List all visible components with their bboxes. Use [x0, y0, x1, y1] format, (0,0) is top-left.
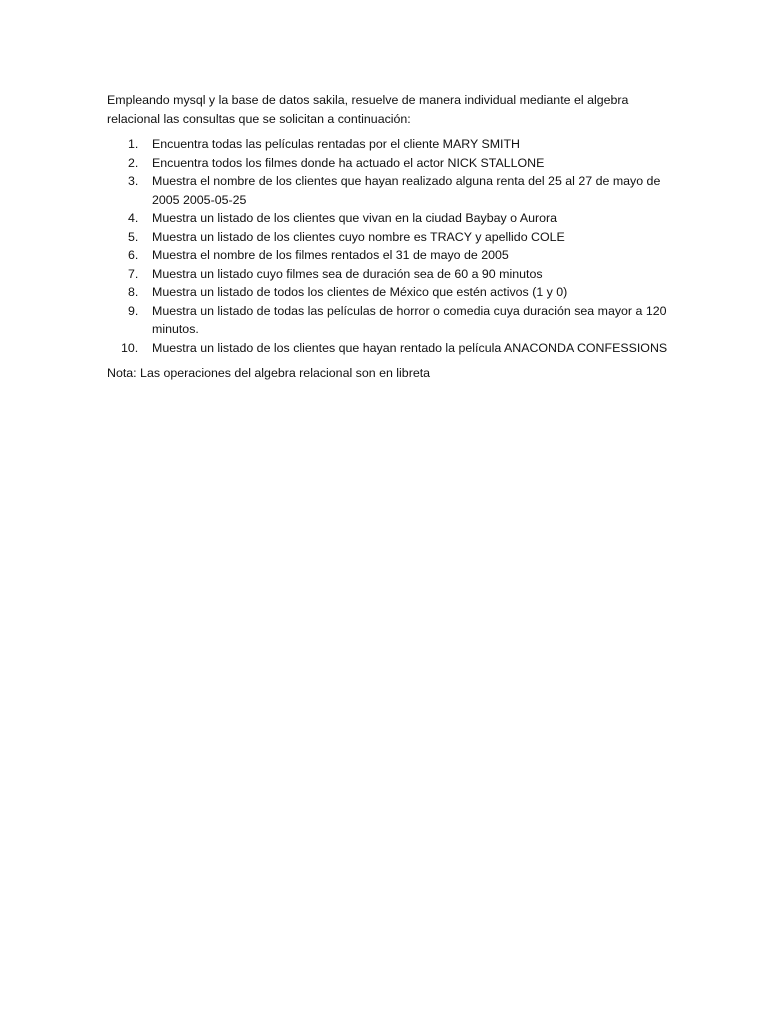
list-item: [107, 228, 672, 247]
list-item-number: 7.: [128, 266, 139, 281]
list-item: [107, 246, 672, 265]
list-item-text: Muestra un listado de los clientes que hayan rentado la película ANACONDA CONFESSIONS: [152, 340, 668, 355]
list-item: [107, 302, 672, 339]
list-item-number: 1.: [128, 137, 139, 151]
list-item-text: Muestra un listado cuyo filmes sea de duración sea de 60 a 90 minutos: [152, 266, 543, 281]
list-item: [107, 339, 672, 358]
list-item-text: Muestra un listado de los clientes que vivan en la ciudad Baybay o Aurora: [152, 211, 558, 225]
list-item: [107, 283, 672, 302]
list-item-text: Encuentra todos los filmes donde ha actuado el actor NICK STALLONE: [152, 155, 545, 170]
list-item: [107, 154, 672, 173]
list-item-text: Muestra un listado de los clientes cuyo nombre es TRACY y apellido COLE: [152, 229, 565, 244]
list-item-number: 4.: [128, 211, 139, 225]
list-item-text: Muestra el nombre de los clientes que hayan realizado alguna renta del 25 al 27 de mayo de 2005 2005-05-25: [152, 174, 661, 207]
list-item-number: 6.: [128, 248, 139, 262]
list-item-number: 8.: [128, 285, 139, 299]
list-item-text: Muestra el nombre de los filmes rentados el 31 de mayo de 2005: [152, 248, 509, 262]
document-body: [107, 91, 672, 383]
list-item-number: 10.: [121, 340, 139, 355]
list-item: [107, 265, 672, 284]
list-item-text: Muestra un listado de todos los clientes de México que estén activos (1 y 0): [152, 285, 568, 299]
list-item-number: 3.: [128, 174, 139, 188]
note-paragraph: Nota: Las operaciones del algebra relacional son en libreta: [107, 366, 431, 380]
list-item: [107, 209, 672, 228]
list-item-text: Muestra un listado de todas las películas de horror o comedia cuya duración sea mayor a 120 minutos.: [152, 303, 667, 336]
list-item-number: 9.: [128, 303, 139, 318]
list-item: [107, 172, 672, 209]
list-item-number: 2.: [128, 155, 139, 170]
task-list: [107, 135, 672, 357]
list-item: [107, 135, 672, 154]
list-item-text: Encuentra todas las películas rentadas por el cliente MARY SMITH: [152, 137, 521, 151]
list-item-number: 5.: [128, 229, 139, 244]
intro-paragraph: Empleando mysql y la base de datos sakila, resuelve de manera individual mediante el algebra relacional las consultas que se solicitan a continuación:: [107, 93, 629, 126]
